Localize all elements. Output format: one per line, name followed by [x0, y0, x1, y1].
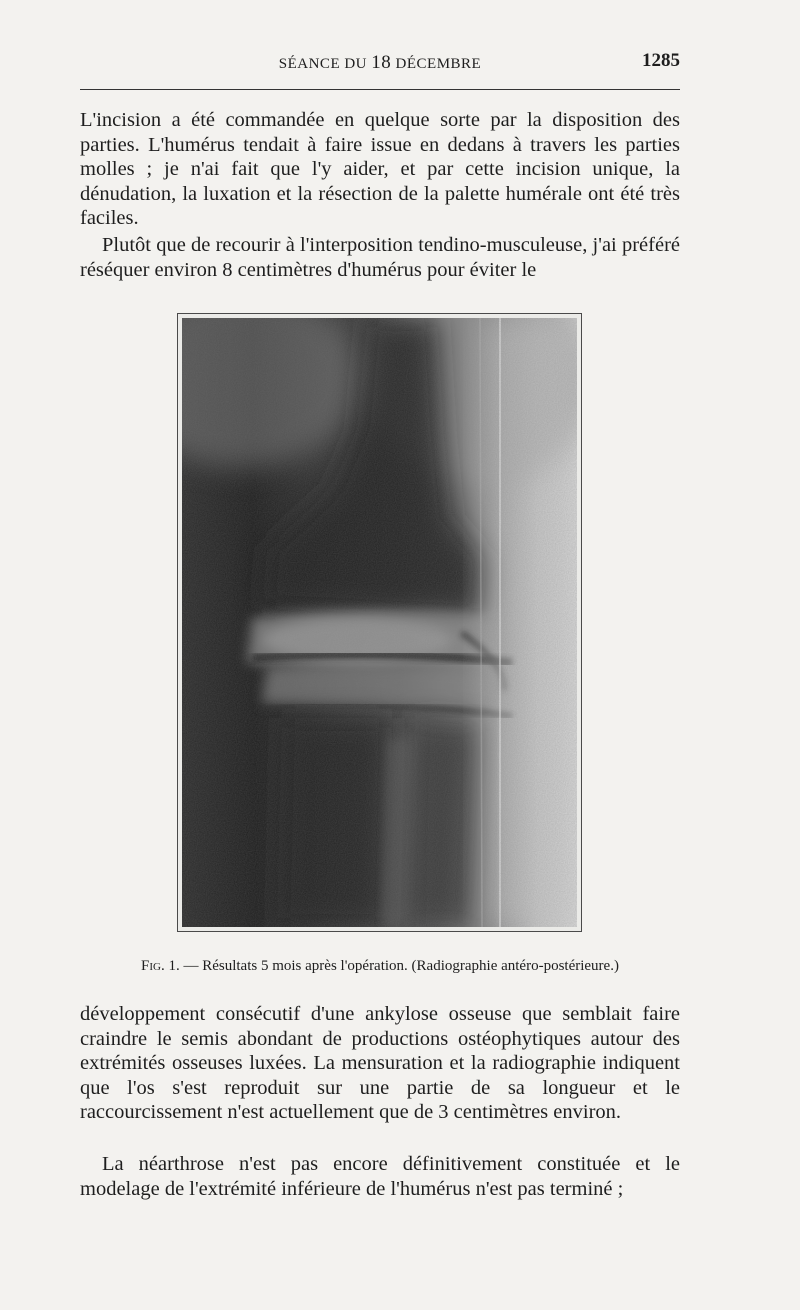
- running-title: [80, 52, 680, 74]
- running-title-month: DÉCEMBRE: [395, 56, 482, 72]
- paragraph-incision: L'incision a été commandée en quelque sorte par la disposition des parties. L'humérus tendait à faire issue en dedans à travers les parties molles ; je n'ai fait que l'y aider, et par cette incision unique, la dénudation, la luxation et la résection de la palette humérale ont été très faciles.: [80, 109, 680, 229]
- figure-label: Fig. 1.: [141, 958, 180, 974]
- figure-caption-text: — Résultats 5 mois après l'opération. (Radiographie antéro-postérieure.): [179, 958, 619, 974]
- paragraph-development: développement consécutif d'une ankylose osseuse que semblait faire craindre le semis abondant de productions ostéophytiques autour des extrémités osseuses luxées. La mensuration et la radiographie indiquent que l'os s'est reproduit sur une partie de sa longueur et le raccourcissement n'est actuellement que de 3 centimètres environ.: [80, 1003, 680, 1123]
- radiograph-image: [182, 318, 577, 927]
- running-title-day: 18: [371, 52, 392, 73]
- paragraph-resection: Plutôt que de recourir à l'interposition tendino-musculeuse, j'ai préféré réséquer environ 8 centimètres d'humérus pour éviter le: [80, 234, 680, 281]
- running-title-prefix: SÉANCE DU: [278, 56, 368, 72]
- page-number: 1285: [642, 50, 680, 71]
- running-head: [80, 50, 680, 76]
- header-rule: [80, 89, 680, 90]
- figure-radiograph: [177, 313, 582, 932]
- figure-caption: [80, 956, 680, 976]
- paragraph-nearthrose: La néarthrose n'est pas encore définitivement constituée et le modelage de l'extrémité inférieure de l'humérus n'est pas terminé ;: [80, 1153, 680, 1200]
